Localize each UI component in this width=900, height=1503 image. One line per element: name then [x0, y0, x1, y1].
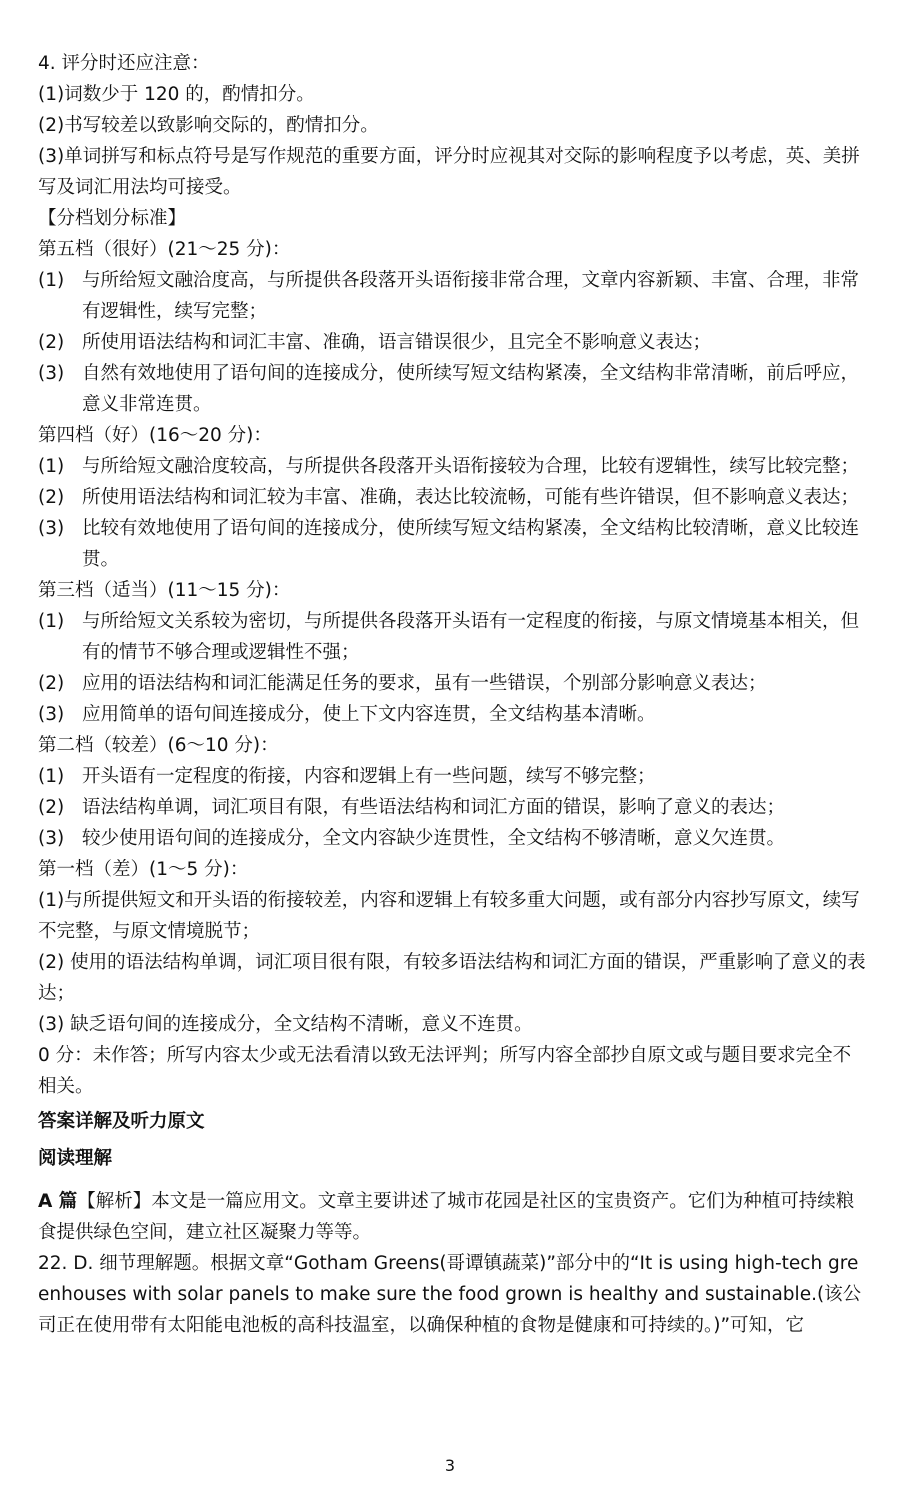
- item-text: 应用简单的语句间连接成分，使上下文内容连贯，全文结构基本清晰。: [82, 704, 656, 725]
- item-text: 开头语有一定程度的衔接，内容和逻辑上有一些问题，续写不够完整；: [82, 766, 656, 787]
- answers-heading: 答案详解及听力原文: [38, 1111, 205, 1132]
- item-number: (2): [38, 332, 65, 353]
- item-text: 比较有效地使用了语句间的连接成分，使所续写短文结构紧凑，全文结构比较清晰，意义比较连贯。: [82, 518, 860, 570]
- grade3-item-2: [38, 668, 866, 699]
- item-number: (2): [38, 797, 65, 818]
- grade4-item-3: [38, 513, 866, 575]
- grade4-title: 第四档（好）(16～20 分)：: [38, 425, 272, 446]
- grade1-item-2: (2) 使用的语法结构单调，词汇项目很有限，有较多语法结构和词汇方面的错误，严重影响了意义的表达；: [38, 952, 866, 1004]
- reading-section-heading: 阅读理解: [38, 1148, 113, 1169]
- grade2-item-1: [38, 761, 866, 792]
- notes-title: 4. 评分时还应注意：: [38, 53, 210, 74]
- passage-a-analysis: [38, 1186, 866, 1248]
- item-text: 应用的语法结构和词汇能满足任务的要求，虽有一些错误，个别部分影响意义表达；: [82, 673, 767, 694]
- zero-score-rule: 0 分：未作答；所写内容太少或无法看清以致无法评判；所写内容全部抄自原文或与题目要求完全不相关。: [38, 1045, 852, 1097]
- note-item-3: (3)单词拼写和标点符号是写作规范的重要方面，评分时应视其对交际的影响程度予以考虑，英、美拼写及词汇用法均可接受。: [38, 146, 860, 198]
- item-number: (1): [38, 456, 65, 477]
- item-number: (2): [38, 673, 65, 694]
- grade5-title: 第五档（很好）(21～25 分)：: [38, 239, 291, 260]
- standards-heading: 【分档划分标准】: [38, 208, 187, 229]
- document-body: [38, 48, 866, 1341]
- item-text: 较少使用语句间的连接成分，全文内容缺少连贯性，全文结构不够清晰，意义欠连贯。: [82, 828, 786, 849]
- page-number: 3: [444, 1456, 456, 1475]
- grade1-item-1: (1)与所提供短文和开头语的衔接较差，内容和逻辑上有较多重大问题，或有部分内容抄写原文，续写不完整，与原文情境脱节；: [38, 890, 860, 942]
- item-text: 与所给短文融洽度较高，与所提供各段落开头语衔接较为合理，比较有逻辑性，续写比较完整；: [82, 456, 860, 477]
- grade5-item-1: [38, 265, 866, 327]
- passage-a-text: 【解析】本文是一篇应用文。文章主要讲述了城市花园是社区的宝贵资产。它们为种植可持续粮食提供绿色空间，建立社区凝聚力等等。: [38, 1191, 855, 1243]
- item-text: 与所给短文关系较为密切，与所提供各段落开头语有一定程度的衔接，与原文情境基本相关，但有的情节不够合理或逻辑性不强；: [82, 611, 860, 663]
- note-item-2: (2)书写较差以致影响交际的，酌情扣分。: [38, 115, 379, 136]
- question-22-explanation: 22. D. 细节理解题。根据文章“Gotham Greens(哥谭镇蔬菜)”部分中的“It is using high-tech greenhouses with solar panels to make sure the food grown is healthy and sustainable.(该公司正在使用带有太阳能电池板的高科技温室，以确保种植的食物是健康和可持续的。)”可知，它: [38, 1253, 862, 1336]
- grade3-title: 第三档（适当）(11～15 分)：: [38, 580, 291, 601]
- item-text: 与所给短文融洽度高，与所提供各段落开头语衔接非常合理，文章内容新颖、丰富、合理，非常有逻辑性，续写完整；: [82, 270, 860, 322]
- grade4-item-1: [38, 451, 866, 482]
- item-text: 所使用语法结构和词汇较为丰富、准确，表达比较流畅，可能有些许错误，但不影响意义表达；: [82, 487, 860, 508]
- grade1-title: 第一档（差）(1～5 分)：: [38, 859, 249, 880]
- item-number: (3): [38, 363, 65, 384]
- item-text: 自然有效地使用了语句间的连接成分，使所续写短文结构紧凑，全文结构非常清晰，前后呼应，意义非常连贯。: [82, 363, 860, 415]
- item-number: (1): [38, 766, 65, 787]
- item-number: (3): [38, 518, 65, 539]
- item-number: (2): [38, 487, 65, 508]
- item-number: (3): [38, 828, 65, 849]
- item-number: (1): [38, 611, 65, 632]
- grade1-item-3: (3) 缺乏语句间的连接成分，全文结构不清晰，意义不连贯。: [38, 1014, 533, 1035]
- note-item-1: (1)词数少于 120 的，酌情扣分。: [38, 84, 315, 105]
- item-text: 语法结构单调，词汇项目有限，有些语法结构和词汇方面的错误，影响了意义的表达；: [82, 797, 786, 818]
- grade5-item-2: [38, 327, 866, 358]
- item-number: (3): [38, 704, 65, 725]
- grade3-item-3: [38, 699, 866, 730]
- grade2-item-3: [38, 823, 866, 854]
- grade5-item-3: [38, 358, 866, 420]
- item-number: (1): [38, 270, 65, 291]
- grade2-title: 第二档（较差）(6～10 分)：: [38, 735, 279, 756]
- grade3-item-1: [38, 606, 866, 668]
- grade2-item-2: [38, 792, 866, 823]
- passage-a-label: A 篇: [38, 1191, 78, 1212]
- grade4-item-2: [38, 482, 866, 513]
- item-text: 所使用语法结构和词汇丰富、准确，语言错误很少，且完全不影响意义表达；: [82, 332, 712, 353]
